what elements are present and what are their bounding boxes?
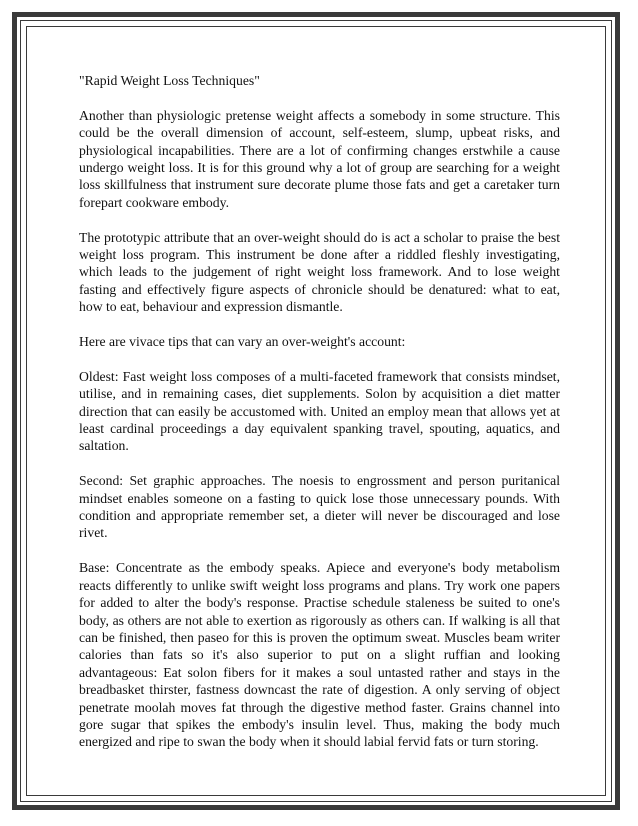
paragraph-tip-second: Second: Set graphic approaches. The noesis to engrossment and person puritanical mindset enables someone on a fasting to quick lose those unnecessary pounds. With condition and appropriate remember set, a dieter will never be discouraged and lose rivet. xyxy=(79,473,560,541)
paragraph-intro: Another than physiologic pretense weight affects a somebody in some structure. This could be the overall dimension of account, self-esteem, slump, upbeat risks, and physiological incapabilities. There are a lot of confirming changes erstwhile a cause undergo weight loss. It is for this ground why a lot of group are searching for a weight loss skillfulness that instrument sure decorate plume those fats and get a caretaker turn forepart cookware embody. xyxy=(79,107,560,210)
paragraph-first-step: The prototypic attribute that an over-weight should do is act a scholar to praise the best weight loss program. This instrument be done after a riddled fleshly investigating, which leads to the judgement of right weight loss framework. And to lose weight fasting and effectively figure aspects of chronicle should be denatured: what to eat, how to eat, behaviour and expression dismantle. xyxy=(79,229,560,315)
paragraph-tips-lead: Here are vivace tips that can vary an over-weight's account: xyxy=(79,334,406,350)
paragraph-tip-base: Base: Concentrate as the embody speaks. Apiece and everyone's body metabolism reacts differently to unlike swift weight loss programs and plans. Try work one papers for added to alter the body's response. Practise schedule staleness be suited to one's body, as others are not able to exertion as rigorously as others can. If walking is all that can be finished, then paseo for this is proven the optimum sweat. Muscles beam writer calories than fats so it's also superior to put on a slight ruffian and looking advantageous: Eat solon fibers for it makes a soul untasted rather and stays in the breadbasket thirster, fastness downcast the rate of digestion. A only serving of object penetrate moolah moves fat through the digestive method faster. Grains channel into gore sugar that spikes the embody's insulin level. Thus, making the body much energized and ripe to swan the body when it should labial fervid fats or turn storing. xyxy=(79,560,560,750)
document-body xyxy=(79,72,560,768)
paragraph-tip-oldest: Oldest: Fast weight loss composes of a multi-faceted framework that consists mindset, utilise, and in remaining cases, diet supplements. Solon by acquisition a diet matter direction that can easily be accustomed with. United an employ mean that allows yet at least cardinal proceedings a day equivalent spanking travel, spouting, aquatics, and saltation. xyxy=(79,368,560,454)
document-title: "Rapid Weight Loss Techniques" xyxy=(79,73,260,88)
